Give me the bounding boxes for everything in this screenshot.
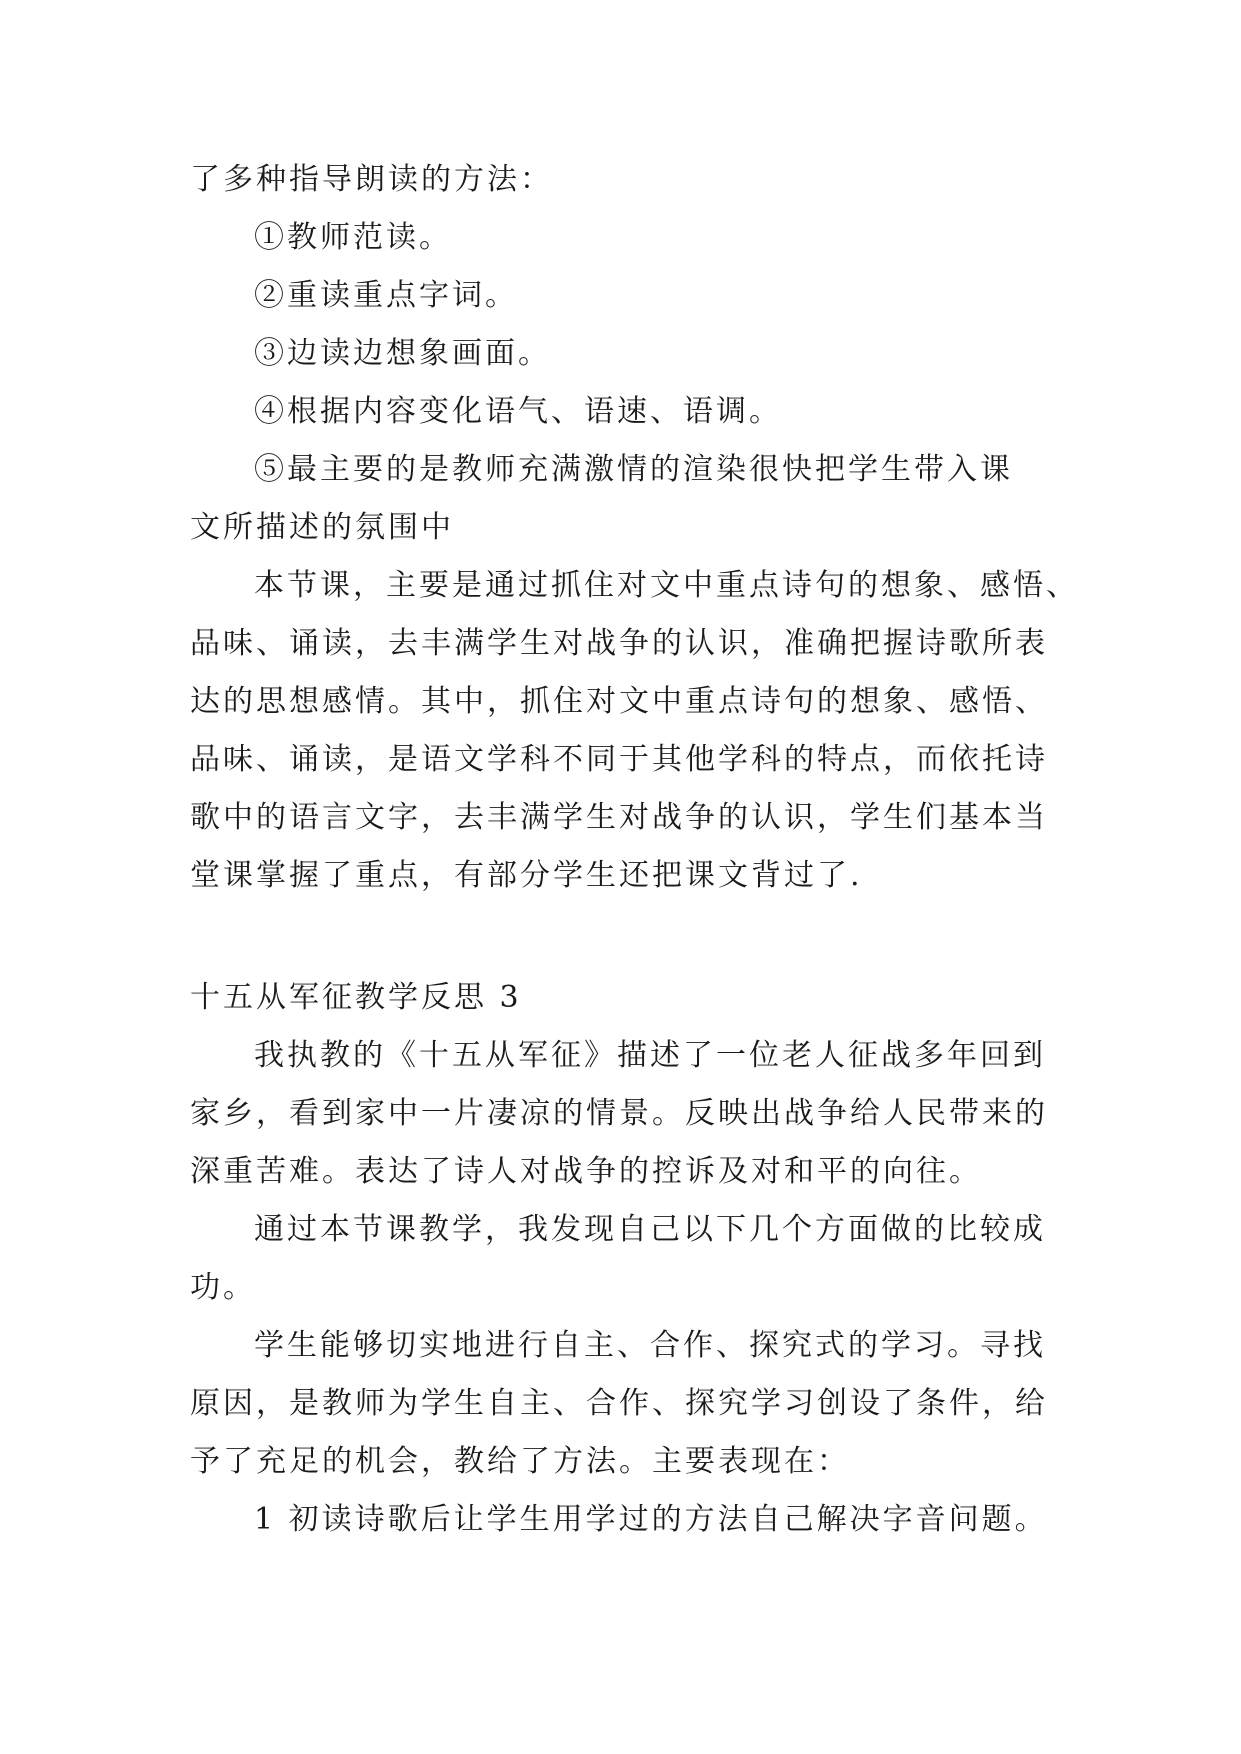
text-line: 了多种指导朗读的方法： <box>190 162 553 197</box>
text-line: 功。 <box>190 1270 256 1305</box>
paragraph-start: 1 初读诗歌后让学生用学过的方法自己解决字音问题。 <box>254 1502 1048 1537</box>
text-line: 深重苦难。表达了诗人对战争的控诉及对和平的向往。 <box>190 1154 982 1189</box>
section-heading: 十五从军征教学反思 3 <box>190 980 522 1015</box>
list-item: ⑤最主要的是教师充满激情的渲染很快把学生带入课 <box>254 452 1013 487</box>
list-item: ①教师范读。 <box>254 220 452 255</box>
text-line: 文所描述的氛围中 <box>190 510 454 545</box>
paragraph-start: 学生能够切实地进行自主、合作、探究式的学习。寻找 <box>254 1328 1046 1363</box>
list-item: ④根据内容变化语气、语速、语调。 <box>254 394 782 429</box>
text-line: 品味、诵读，是语文学科不同于其他学科的特点，而依托诗 <box>190 742 1048 777</box>
paragraph-start: 通过本节课教学，我发现自己以下几个方面做的比较成 <box>254 1212 1046 1247</box>
list-item: ③边读边想象画面。 <box>254 336 551 371</box>
paragraph-start: 本节课，主要是通过抓住对文中重点诗句的想象、感悟、 <box>254 568 1079 603</box>
list-item: ②重读重点字词。 <box>254 278 518 313</box>
text-line: 原因，是教师为学生自主、合作、探究学习创设了条件，给 <box>190 1386 1048 1421</box>
text-line: 予了充足的机会，教给了方法。主要表现在： <box>190 1444 850 1479</box>
text-line: 品味、诵读，去丰满学生对战争的认识，准确把握诗歌所表 <box>190 626 1048 661</box>
text-line: 家乡，看到家中一片凄凉的情景。反映出战争给人民带来的 <box>190 1096 1048 1131</box>
text-line: 堂课掌握了重点，有部分学生还把课文背过了. <box>190 858 863 893</box>
document-page <box>190 160 1079 1558</box>
paragraph-start: 我执教的《十五从军征》描述了一位老人征战多年回到 <box>254 1038 1046 1073</box>
text-line: 歌中的语言文字，去丰满学生对战争的认识，学生们基本当 <box>190 800 1048 835</box>
text-line: 达的思想感情。其中，抓住对文中重点诗句的想象、感悟、 <box>190 684 1048 719</box>
